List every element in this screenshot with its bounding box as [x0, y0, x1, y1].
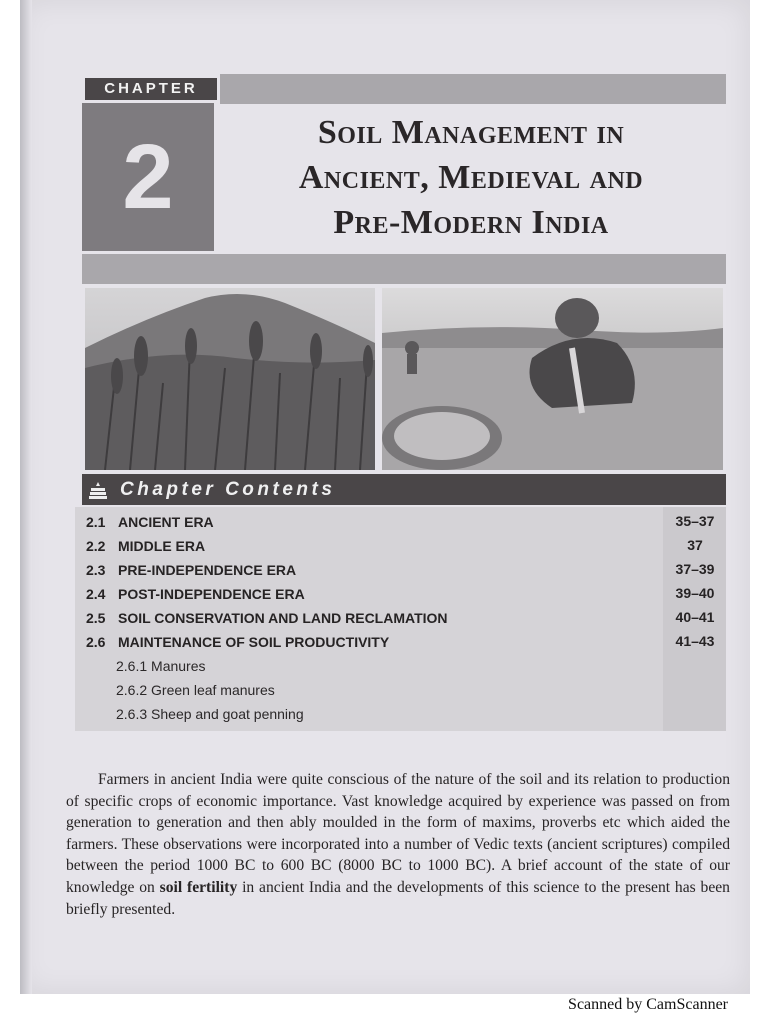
contents-item-number: 2.4: [86, 586, 106, 602]
contents-item-pages: 35–37: [675, 513, 715, 529]
contents-item-pages: 39–40: [675, 585, 715, 601]
contents-item[interactable]: [86, 562, 296, 578]
contents-item-pages: 40–41: [675, 609, 715, 625]
contents-item-number: 2.6: [86, 634, 106, 650]
contents-item-title: ANCIENT ERA: [118, 514, 214, 530]
chapter-title: [216, 104, 726, 250]
chapter-contents-title: Chapter Contents: [120, 479, 336, 500]
millet-field-photo: [85, 288, 375, 470]
contents-item-title: SOIL CONSERVATION AND LAND RECLAMATION: [118, 610, 448, 626]
scanner-watermark: Scanned by CamScanner: [568, 996, 728, 1013]
chapter-title-line-2: Ancient, Medieval and: [298, 158, 644, 196]
contents-item-title: POST-INDEPENDENCE ERA: [118, 586, 305, 602]
contents-item-pages: 37: [687, 537, 703, 553]
book-stack-icon: [88, 480, 108, 500]
contents-item-title: MAINTENANCE OF SOIL PRODUCTIVITY: [118, 634, 390, 650]
chapter-label: CHAPTER: [85, 78, 217, 100]
contents-item-title: PRE-INDEPENDENCE ERA: [118, 562, 297, 578]
contents-item-number: 2.2: [86, 538, 106, 554]
intro-paragraph: [66, 769, 730, 920]
intro-text-part-2: in ancient India and the developments of this science to the present has been briefly presented.: [66, 878, 730, 918]
chapter-title-line-3: Pre-Modern India: [333, 203, 609, 241]
contents-item[interactable]: [86, 514, 214, 530]
contents-subitem[interactable]: 2.6.3 Sheep and goat penning: [116, 706, 304, 722]
contents-item-pages: 37–39: [675, 561, 715, 577]
contents-item[interactable]: [86, 610, 448, 626]
intro-text-part-1: Farmers in ancient India were quite conscious of the nature of the soil and its relation to production of specific crops of economic importance. Vast knowledge acquired by experience was passed on from generation to generation and then ably moulded in the form of maxims, proverbs etc which aided the farmers. These observations were incorporated into a number of Vedic texts (ancient scriptures) compiled between the period 1000 BC to 600 BC (8000 BC to 1000 BC). A brief account of the state of our knowledge on: [66, 771, 730, 896]
intro-text-bold: soil fertility: [159, 878, 238, 896]
contents-item[interactable]: [86, 634, 389, 650]
farmer-harvest-photo: [382, 288, 723, 470]
contents-subitem[interactable]: 2.6.2 Green leaf manures: [116, 682, 275, 698]
contents-item-number: 2.3: [86, 562, 106, 578]
title-bottom-band: [82, 254, 726, 284]
contents-item-number: 2.1: [86, 514, 106, 530]
contents-item[interactable]: [86, 586, 305, 602]
contents-item[interactable]: [86, 538, 205, 554]
contents-item-number: 2.5: [86, 610, 106, 626]
chapter-contents-header: [82, 474, 726, 505]
contents-item-pages: 41–43: [675, 633, 715, 649]
chapter-title-line-1: Soil Management in: [317, 113, 625, 151]
contents-item-title: MIDDLE ERA: [118, 538, 206, 554]
contents-subitem[interactable]: 2.6.1 Manures: [116, 658, 206, 674]
page-gutter-shadow: [20, 0, 32, 994]
title-top-band: [220, 74, 726, 104]
chapter-number: 2: [82, 103, 214, 251]
